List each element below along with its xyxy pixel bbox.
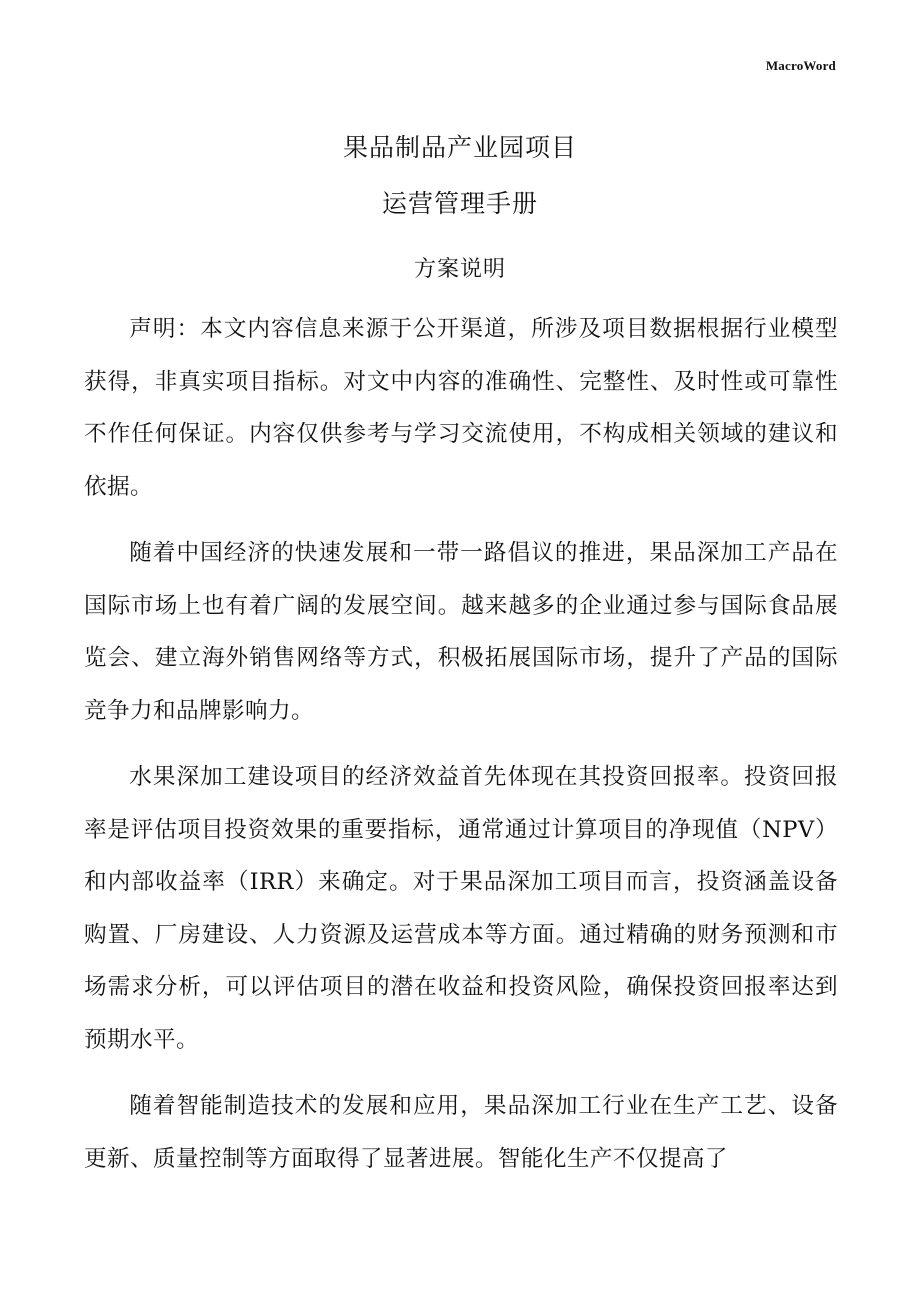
title-line-1: 果品制品产业园项目 — [342, 133, 577, 162]
header-brand: MacroWord — [765, 58, 836, 73]
document-body — [84, 303, 838, 1199]
paragraph-international-market: 随着中国经济的快速发展和一带一路倡议的推进，果品深加工产品在国际市场上也有着广阔的发展空间。越来越多的企业通过参与国际食品展览会、建立海外销售网络等方式，积极拓展国际市场，提升了产品的国际竞争力和品牌影响力。 — [84, 540, 838, 724]
paragraph-disclaimer: 声明：本文内容信息来源于公开渠道，所涉及项目数据根据行业模型获得，非真实项目指标。对文中内容的准确性、完整性、及时性或可靠性不作任何保证。内容仅供参考与学习交流使用，不构成相关领域的建议和依据。 — [84, 316, 838, 500]
section-title: 方案说明 — [413, 257, 506, 282]
document-title — [0, 120, 920, 232]
paragraph-smart-manufacturing: 随着智能制造技术的发展和应用，果品深加工行业在生产工艺、设备更新、质量控制等方面取得了显著进展。智能化生产不仅提高了 — [84, 1093, 838, 1172]
paragraph-investment-return: 水果深加工建设项目的经济效益首先体现在其投资回报率。投资回报率是评估项目投资效果的重要指标，通常通过计算项目的净现值（NPV）和内部收益率（IRR）来确定。对于果品深加工项目而言，投资涵盖设备购置、厂房建设、人力资源及运营成本等方面。通过精确的财务预测和市场需求分析，可以评估项目的潜在收益和投资风险，确保投资回报率达到预期水平。 — [84, 764, 838, 1053]
title-line-2: 运营管理手册 — [381, 189, 538, 218]
